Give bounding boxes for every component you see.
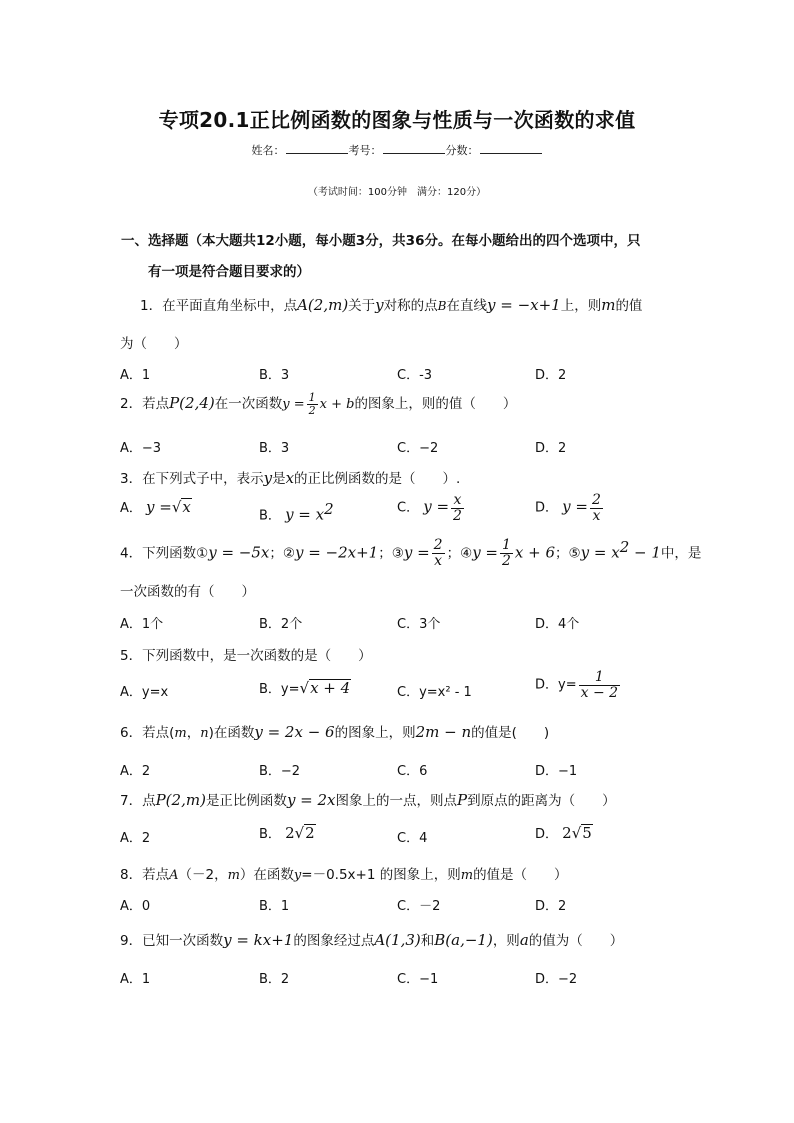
frac-den: x <box>434 553 443 569</box>
q5-option-d[interactable] <box>535 670 622 700</box>
q8-text: 8．若点 <box>120 867 170 883</box>
q4-text: ；④ <box>446 545 473 562</box>
q2-option-b[interactable]: B．3 <box>259 441 290 456</box>
option-fraction <box>451 493 464 523</box>
sqrt-icon: √ <box>171 498 182 516</box>
option-label: C． <box>397 500 420 516</box>
q9-option-d[interactable]: D．−2 <box>535 972 578 987</box>
option-expr: y = <box>562 497 588 516</box>
q6-var-m: m <box>174 726 187 741</box>
q8-text: =－0.5x+1 的图象上，则 <box>301 867 461 883</box>
q9-point-a: A(1,3) <box>374 931 421 949</box>
frac-den: x <box>592 507 601 524</box>
q4-option-d[interactable]: D．4个 <box>535 617 580 632</box>
q2-point-p: P(2,4) <box>169 394 215 413</box>
frac-num: 1 <box>579 670 620 686</box>
sqrt-icon: √ <box>299 679 310 697</box>
q1-text: 对称的点 <box>383 298 438 314</box>
option-label: A． <box>120 501 142 516</box>
q7-text: 是正比例函数 <box>205 793 287 809</box>
q1-var-y: y <box>375 296 384 314</box>
radicand: x <box>182 498 191 516</box>
question-1-line2: 为（ ） <box>120 336 188 352</box>
q2-option-c[interactable]: C．−2 <box>397 441 439 456</box>
q7-point-p: P(2,m) <box>155 791 206 809</box>
frac-num: 1 <box>502 537 511 554</box>
frac-den: x − 2 <box>580 684 619 701</box>
q4-text: 4．下列函数① <box>120 545 209 562</box>
q6-var-n: n <box>200 726 209 741</box>
option-expr: y = <box>423 497 450 516</box>
q4-func-4: y = <box>472 543 498 562</box>
question-1-line1 <box>140 294 642 314</box>
q9-option-a[interactable]: A．1 <box>120 972 151 987</box>
q6-text: )在函数 <box>208 725 255 741</box>
q8-var-y: y <box>293 868 302 883</box>
name-blank[interactable] <box>286 143 348 154</box>
q2-frac-den: 2 <box>308 403 316 417</box>
q5-option-b[interactable] <box>259 678 351 697</box>
q3-option-a[interactable] <box>120 497 192 516</box>
q3-var-y: y <box>263 469 273 487</box>
frac-den: 2 <box>502 553 511 569</box>
sqrt-icon: √ <box>294 824 305 842</box>
section-heading-line1: 一、选择题（本大题共12小题，每小题3分，共36分。在每小题给出的四个选项中，只 <box>121 233 641 249</box>
option-label: B． <box>259 508 281 524</box>
frac-num: x <box>451 493 464 509</box>
q4-func-3: y = <box>403 543 430 562</box>
q9-text: 和 <box>420 933 435 949</box>
q1-text: 在直线 <box>446 298 487 314</box>
option-expr: y = x <box>285 505 325 524</box>
q4-func-1: y = −5x <box>208 543 270 562</box>
q8-var-m: m <box>227 868 240 883</box>
score-blank[interactable] <box>480 143 542 154</box>
q4-func-4: x + 6 <box>514 543 556 562</box>
q5-option-a[interactable]: A．y=x <box>120 685 169 700</box>
q1-point-a: A(2,m) <box>297 296 349 314</box>
q2-text: 的图象上，则的值（ ） <box>354 396 517 413</box>
name-label: 姓名： <box>251 144 285 157</box>
question-9 <box>120 929 623 949</box>
q1-option-c[interactable]: C．-3 <box>397 368 433 383</box>
q2-frac-num: 1 <box>308 391 316 404</box>
question-3 <box>120 467 460 487</box>
q1-line-eq: y = −x+1 <box>486 296 561 314</box>
q6-option-b[interactable]: B．−2 <box>259 764 301 779</box>
q6-text: 的值是( ) <box>471 725 550 741</box>
q4-option-b[interactable]: B．2个 <box>259 617 303 632</box>
q8-option-a[interactable]: A．0 <box>120 899 151 914</box>
q7-var-p: P <box>457 791 468 809</box>
q4-func-5: − 1 <box>629 543 661 562</box>
q4-option-a[interactable]: A．1个 <box>120 617 164 632</box>
q6-text: ， <box>186 725 201 741</box>
score-label: 分数： <box>445 144 479 157</box>
q1-text: 关于 <box>348 298 376 314</box>
q9-text: 的图象经过点 <box>293 933 375 949</box>
q7-option-a[interactable]: A．2 <box>120 831 151 846</box>
q3-option-b[interactable] <box>259 500 334 523</box>
q8-point-a: A <box>169 868 179 883</box>
coefficient: 2 <box>562 824 572 842</box>
q1-option-b[interactable]: B．3 <box>259 368 290 383</box>
q9-var-a: a <box>519 931 529 949</box>
q1-option-d[interactable]: D．2 <box>535 368 567 383</box>
q6-option-c[interactable]: C．6 <box>397 764 428 779</box>
q6-expr: 2m − n <box>415 723 472 741</box>
frac-den: 2 <box>453 507 462 524</box>
q3-var-x: x <box>285 469 295 487</box>
option-fraction <box>579 670 620 700</box>
question-7 <box>120 789 616 809</box>
q1-point-b: B <box>437 299 447 313</box>
q6-option-d[interactable]: D．−1 <box>535 764 578 779</box>
q9-option-b[interactable]: B．2 <box>259 972 290 987</box>
question-2 <box>120 392 516 416</box>
q4-text: 中，是 <box>660 545 702 562</box>
q2-text: 2．若点 <box>120 396 170 413</box>
radicand: 5 <box>582 824 592 842</box>
q1-text: 上，则 <box>560 298 602 314</box>
option-label: B．y= <box>259 682 300 697</box>
q4-option-c[interactable]: C．3个 <box>397 617 441 632</box>
student-info-line <box>0 142 794 158</box>
q7-text: 图象上的一点，则点 <box>335 793 458 809</box>
q9-func: y = kx+1 <box>223 931 294 949</box>
q2-expr: y = <box>282 397 305 413</box>
q1-option-a[interactable]: A．1 <box>120 368 151 383</box>
exam-no-blank[interactable] <box>383 143 445 154</box>
coefficient: 2 <box>285 824 295 842</box>
section-heading-line2: 有一项是符合题目要求的） <box>148 264 310 280</box>
q9-text: 的值为（ ） <box>528 933 624 949</box>
q7-option-d[interactable] <box>535 823 593 842</box>
radicand: x + 4 <box>310 679 351 697</box>
q8-option-d[interactable]: D．2 <box>535 899 567 914</box>
q5-option-c[interactable]: C．y=x² - 1 <box>397 685 472 700</box>
option-label: D．y= <box>535 677 577 693</box>
q2-expr: x + b <box>319 397 355 413</box>
frac-num: 2 <box>433 537 443 554</box>
q8-var-m: m <box>460 868 474 883</box>
q8-text: （－2， <box>178 867 228 883</box>
q3-text: 3．在下列式子中，表示 <box>120 471 264 487</box>
q7-option-c[interactable]: C．4 <box>397 831 428 846</box>
exam-no-label: 考号： <box>348 144 382 157</box>
option-label: B． <box>259 827 281 842</box>
q8-option-c[interactable]: C．－2 <box>397 899 441 914</box>
page-title: 专项20.1正比例函数的图象与性质与一次函数的求值 <box>158 108 636 132</box>
q9-text: ，则 <box>492 933 520 949</box>
q2-option-d[interactable]: D．2 <box>535 441 567 456</box>
q7-text: 7．点 <box>120 793 156 809</box>
q3-option-d[interactable] <box>535 493 605 523</box>
q7-option-b[interactable] <box>259 823 316 842</box>
question-5: 5．下列函数中，是一次函数的是（ ） <box>120 648 372 664</box>
q3-text: 的正比例函数的是（ ）. <box>294 471 461 487</box>
q4-text: ；③ <box>378 545 404 562</box>
q4-text: ；⑤ <box>555 545 581 562</box>
q2-text: 在一次函数 <box>214 396 283 413</box>
q6-text: 6．若点( <box>120 725 175 741</box>
q7-text: 到原点的距离为（ ） <box>467 793 616 809</box>
option-label: D． <box>535 827 559 842</box>
q6-option-a[interactable]: A．2 <box>120 764 151 779</box>
q6-func: y = 2x − 6 <box>254 723 335 741</box>
q2-fraction <box>307 392 318 416</box>
q9-text: 9．已知一次函数 <box>120 933 224 949</box>
q8-option-b[interactable]: B．1 <box>259 899 290 914</box>
option-fraction <box>590 493 603 523</box>
exponent: 2 <box>324 500 334 518</box>
option-expr: y = <box>146 498 172 516</box>
question-4-line1 <box>120 538 701 569</box>
q4-func-2: y = −2x+1 <box>294 543 379 562</box>
q6-text: 的图象上，则 <box>334 725 416 741</box>
question-6 <box>120 721 549 741</box>
question-4-line2: 一次函数的有（ ） <box>120 584 255 600</box>
q7-func: y = 2x <box>286 791 336 809</box>
q1-var-m: m <box>601 296 616 314</box>
q1-text: 1．在平面直角坐标中，点 <box>140 298 298 314</box>
exponent: 2 <box>619 538 630 556</box>
q1-text: 的值 <box>615 298 643 314</box>
exam-note: （考试时间：100分钟 满分：120分） <box>307 187 487 198</box>
q9-option-c[interactable]: C．−1 <box>397 972 439 987</box>
frac-num: 2 <box>591 492 601 508</box>
q2-option-a[interactable]: A．−3 <box>120 441 162 456</box>
q4-fraction-4 <box>500 538 513 568</box>
radicand: 2 <box>305 824 315 842</box>
q8-text: 的值是（ ） <box>473 867 568 883</box>
q9-point-b: B(a,−1) <box>434 931 493 949</box>
q4-func-5: y = x <box>580 543 620 562</box>
q4-text: ；② <box>269 545 295 562</box>
q4-fraction-3 <box>432 538 445 568</box>
q3-text: 是 <box>272 471 286 487</box>
q8-text: ）在函数 <box>239 867 294 883</box>
q3-option-c[interactable] <box>397 493 466 523</box>
sqrt-icon: √ <box>571 824 582 842</box>
option-label: D． <box>535 500 559 516</box>
question-8 <box>120 863 568 883</box>
